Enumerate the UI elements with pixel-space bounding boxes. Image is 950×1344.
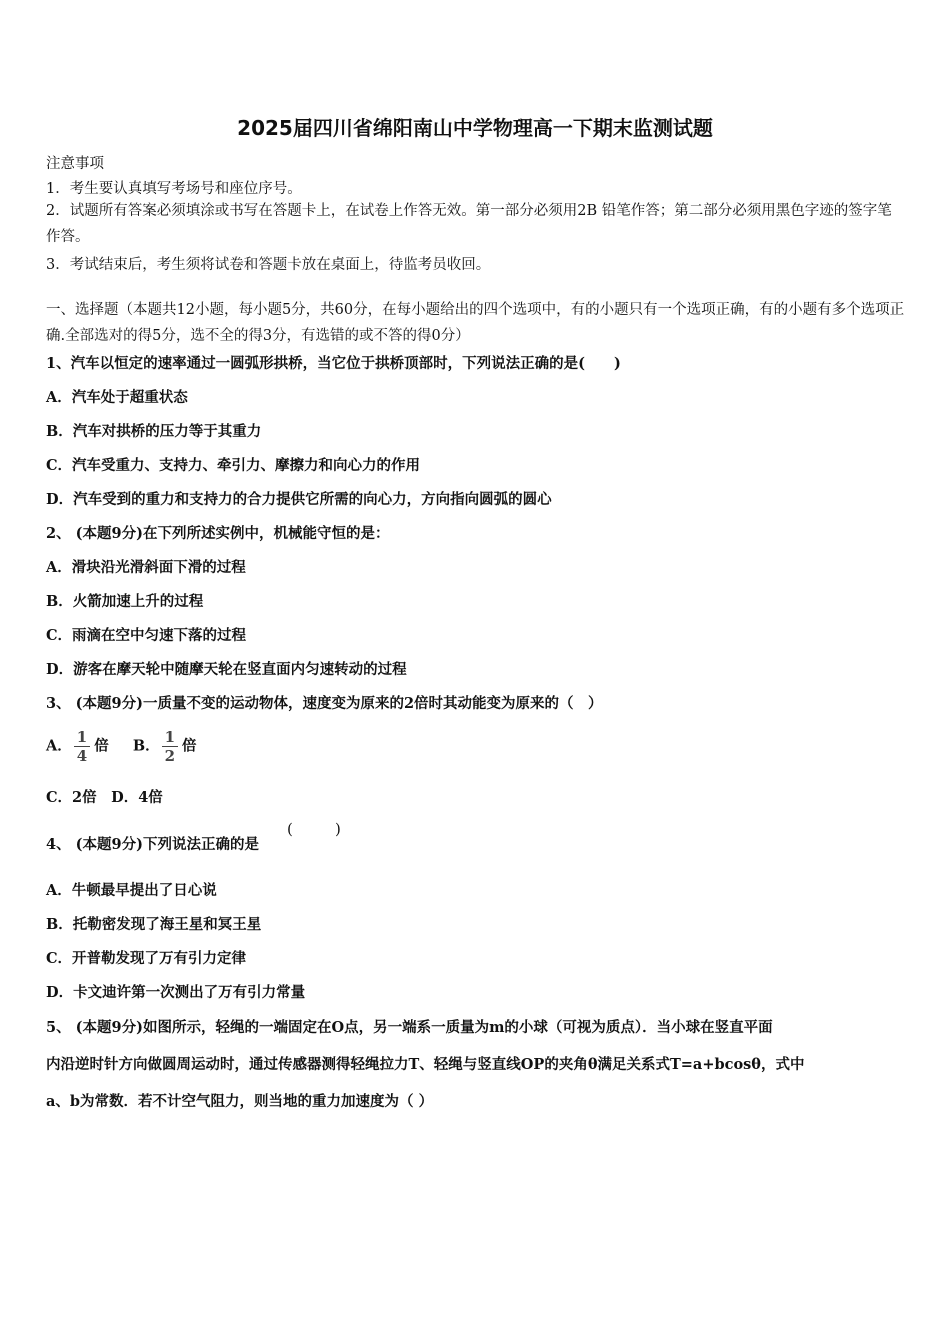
- q2-option-c: C．雨滴在空中匀速下落的过程: [46, 627, 247, 644]
- q2-option-d: D．游客在摩天轮中随摩天轮在竖直面内匀速转动的过程: [46, 661, 407, 678]
- q4-answer-paren-close: ): [335, 820, 341, 838]
- q1-option-a: A．汽车处于超重状态: [46, 389, 188, 406]
- fraction-numerator: 1: [162, 728, 178, 747]
- page-title: 2025届四川省绵阳南山中学物理高一下期末监测试题: [237, 116, 713, 140]
- q4-option-c: C．开普勒发现了万有引力定律: [46, 950, 247, 967]
- notice-item-2: 2．试题所有答案必须填涂或书写在答题卡上，在试卷上作答无效。第一部分必须用2B 铅笔作答；第二部分必须用黑色字迹的签字笔作答。: [46, 203, 892, 245]
- q1-option-b: B．汽车对拱桥的压力等于其重力: [46, 423, 262, 440]
- q3-options-cd: C．2倍 D．4倍: [46, 789, 163, 806]
- q1-stem: 1、汽车以恒定的速率通过一圆弧形拱桥，当它位于拱桥顶部时，下列说法正确的是( ): [46, 355, 621, 372]
- q4-answer-paren-open: (: [287, 820, 293, 838]
- q5-line-2: 内沿逆时针方向做圆周运动时，通过传感器测得轻绳拉力T、轻绳与竖直线OP的夹角θ满足关系式T=a+bcosθ，式中: [46, 1056, 805, 1073]
- notice-item-3: 3．考试结束后，考生须将试卷和答题卡放在桌面上，待监考员收回。: [46, 257, 491, 273]
- q2-option-b: B．火箭加速上升的过程: [46, 593, 204, 610]
- fraction-denominator: 2: [164, 747, 176, 765]
- q3-option-b-label: B．: [132, 737, 160, 755]
- q2-option-a: A．滑块沿光滑斜面下滑的过程: [46, 559, 246, 576]
- q4-option-a: A．牛顿最早提出了日心说: [46, 882, 217, 899]
- q4-stem: 4、 (本题9分)下列说法正确的是: [46, 836, 259, 853]
- section-heading: 一、选择题（本题共12小题，每小题5分，共60分，在每小题给出的四个选项中，有的小题只有一个选项正确，有的小题有多个选项正确.全部选对的得5分，选不全的得3分，有选错的或不答的得0分）: [46, 302, 905, 344]
- q4-option-d: D．卡文迪许第一次测出了万有引力常量: [46, 984, 306, 1001]
- q4-option-b: B．托勒密发现了海王星和冥王星: [46, 916, 262, 933]
- q3-option-a-label: A．: [46, 737, 72, 755]
- fraction-denominator: 4: [76, 747, 88, 765]
- q1-option-c: C．汽车受重力、支持力、牵引力、摩擦力和向心力的作用: [46, 457, 421, 474]
- q5-line-1: 5、 (本题9分)如图所示，轻绳的一端固定在O点，另一端系一质量为m的小球（可视为质点）．当小球在竖直平面: [46, 1019, 773, 1036]
- q3-option-b-unit: 倍: [182, 737, 197, 755]
- q3-option-a-fraction: [74, 728, 90, 765]
- q5-line-3: a、b为常数．若不计空气阻力，则当地的重力加速度为（ ）: [46, 1093, 434, 1110]
- q3-option-a-unit: 倍: [94, 737, 109, 755]
- q1-option-d: D．汽车受到的重力和支持力的合力提供它所需的向心力，方向指向圆弧的圆心: [46, 491, 552, 508]
- q3-stem: 3、 (本题9分)一质量不变的运动物体，速度变为原来的2倍时其动能变为原来的（ ）: [46, 695, 603, 712]
- fraction-numerator: 1: [74, 728, 90, 747]
- q2-stem: 2、 (本题9分)在下列所述实例中，机械能守恒的是：: [46, 525, 390, 542]
- notice-heading: 注意事项: [46, 156, 104, 172]
- q3-option-b-fraction: [162, 728, 178, 765]
- q3-options-ab: [46, 728, 197, 765]
- notice-item-1: 1．考生要认真填写考场号和座位序号。: [46, 181, 302, 197]
